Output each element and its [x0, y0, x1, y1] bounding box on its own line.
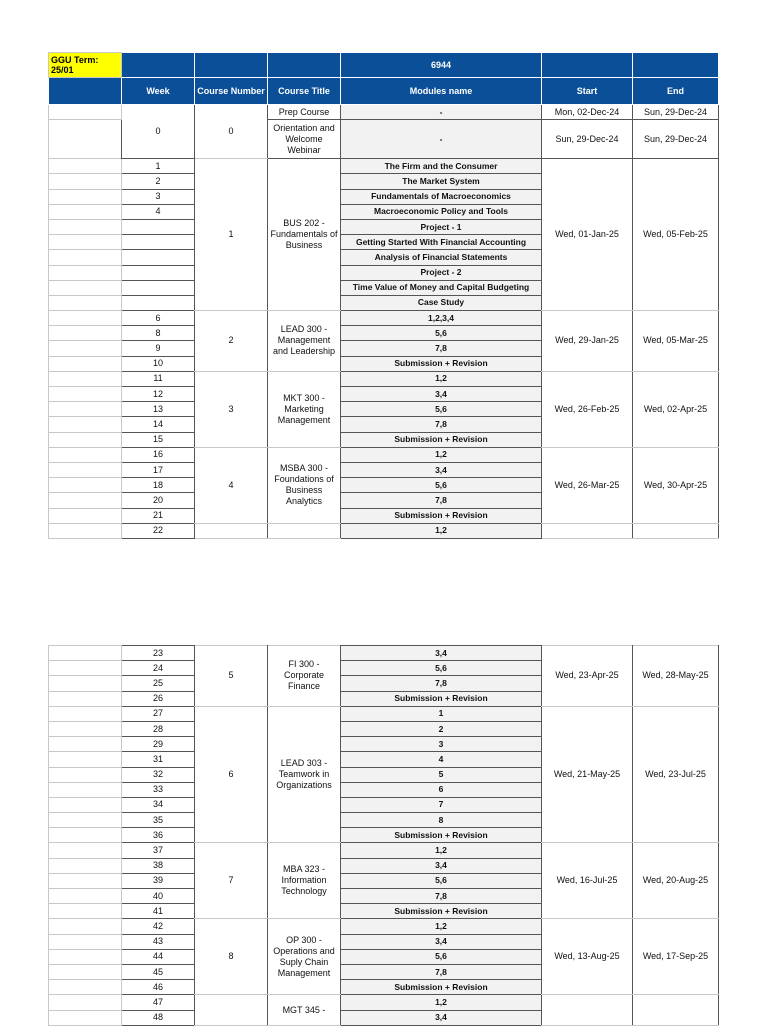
week-cell	[122, 250, 195, 265]
week-cell: 13	[122, 402, 195, 417]
start-date: Wed, 16-Jul-25	[542, 843, 633, 919]
blank-cell	[49, 159, 122, 174]
week-cell: 38	[122, 858, 195, 873]
blank-cell	[49, 265, 122, 280]
week-cell	[122, 235, 195, 250]
module-name: 3,4	[341, 858, 542, 873]
end-date: Wed, 05-Feb-25	[633, 159, 719, 311]
module-name: The Firm and the Consumer	[341, 159, 542, 174]
week-cell	[122, 265, 195, 280]
end-date	[633, 995, 719, 1025]
header-blank	[49, 78, 122, 105]
module-name: Fundamentals of Macroeconomics	[341, 189, 542, 204]
week-cell: 15	[122, 432, 195, 447]
module-name: -	[341, 105, 542, 120]
blank-cell	[49, 813, 122, 828]
week-cell: 12	[122, 387, 195, 402]
blank-cell	[49, 843, 122, 858]
course-number: 2	[195, 311, 268, 372]
week-cell: 16	[122, 447, 195, 462]
course-number: 4	[195, 447, 268, 523]
end-date	[633, 523, 719, 538]
program-code: 6944	[341, 53, 542, 78]
module-name: 1,2	[341, 523, 542, 538]
column-header: End	[633, 78, 719, 105]
column-header: Week	[122, 78, 195, 105]
blank-cell	[49, 873, 122, 888]
module-name: Time Value of Money and Capital Budgeting	[341, 280, 542, 295]
week-cell: 27	[122, 706, 195, 721]
course-title: LEAD 303 - Teamwork in Organizations	[268, 706, 341, 843]
header-blank	[195, 53, 268, 78]
blank-cell	[49, 478, 122, 493]
end-date: Wed, 02-Apr-25	[633, 371, 719, 447]
blank-cell	[49, 797, 122, 812]
module-name: 5,6	[341, 949, 542, 964]
blank-cell	[49, 311, 122, 326]
blank-cell	[49, 1010, 122, 1025]
blank-cell	[49, 417, 122, 432]
week-cell: 46	[122, 980, 195, 995]
module-name: 5,6	[341, 326, 542, 341]
start-date: Wed, 01-Jan-25	[542, 159, 633, 311]
course-number: 1	[195, 159, 268, 311]
module-name: Submission + Revision	[341, 691, 542, 706]
module-name: Submission + Revision	[341, 356, 542, 371]
week-cell: 45	[122, 964, 195, 979]
week-cell: 25	[122, 676, 195, 691]
blank-cell	[49, 858, 122, 873]
blank-cell	[49, 737, 122, 752]
week-cell: 23	[122, 646, 195, 661]
course-number: 0	[195, 105, 268, 159]
blank-cell	[49, 189, 122, 204]
module-name: 1	[341, 706, 542, 721]
column-header: Course Title	[268, 78, 341, 105]
start-date: Wed, 29-Jan-25	[542, 311, 633, 372]
week-cell: 33	[122, 782, 195, 797]
blank-cell	[49, 204, 122, 219]
module-name: Submission + Revision	[341, 828, 542, 843]
end-date: Wed, 05-Mar-25	[633, 311, 719, 372]
module-name: 5,6	[341, 402, 542, 417]
blank-cell	[49, 250, 122, 265]
week-cell: 9	[122, 341, 195, 356]
course-title: FI 300 - Corporate Finance	[268, 646, 341, 707]
module-name: Macroeconomic Policy and Tools	[341, 204, 542, 219]
course-title: Orientation and Welcome Webinar	[268, 120, 341, 159]
module-name: The Market System	[341, 174, 542, 189]
week-cell: 36	[122, 828, 195, 843]
blank-cell	[49, 661, 122, 676]
week-cell	[122, 295, 195, 310]
week-cell: 20	[122, 493, 195, 508]
start-date: Wed, 13-Aug-25	[542, 919, 633, 995]
week-cell	[122, 280, 195, 295]
end-date: Wed, 28-May-25	[633, 646, 719, 707]
week-cell: 0	[122, 105, 195, 159]
blank-cell	[49, 828, 122, 843]
module-name: 3,4	[341, 934, 542, 949]
end-date: Wed, 20-Aug-25	[633, 843, 719, 919]
blank-cell	[49, 219, 122, 234]
blank-cell	[49, 387, 122, 402]
blank-cell	[49, 676, 122, 691]
blank-cell	[49, 980, 122, 995]
column-header: Course Number	[195, 78, 268, 105]
end-date: Sun, 29-Dec-24	[633, 105, 719, 120]
start-date: Sun, 29-Dec-24	[542, 120, 633, 159]
module-name: 3,4	[341, 462, 542, 477]
schedule-table-bottom	[48, 645, 719, 1026]
course-title: LEAD 300 - Management and Leadership	[268, 311, 341, 372]
module-name: 3	[341, 737, 542, 752]
course-number: 7	[195, 843, 268, 919]
week-cell: 24	[122, 661, 195, 676]
end-date: Wed, 30-Apr-25	[633, 447, 719, 523]
module-name: Case Study	[341, 295, 542, 310]
blank-cell	[49, 235, 122, 250]
blank-cell	[49, 706, 122, 721]
blank-cell	[49, 105, 122, 120]
module-name: 7,8	[341, 341, 542, 356]
blank-cell	[49, 280, 122, 295]
blank-cell	[49, 341, 122, 356]
week-cell: 18	[122, 478, 195, 493]
module-name: 7,8	[341, 964, 542, 979]
week-cell: 44	[122, 949, 195, 964]
week-cell: 43	[122, 934, 195, 949]
week-cell: 2	[122, 174, 195, 189]
week-cell: 22	[122, 523, 195, 538]
blank-cell	[49, 462, 122, 477]
week-cell: 10	[122, 356, 195, 371]
blank-cell	[49, 523, 122, 538]
course-title: MBA 323 - Information Technology	[268, 843, 341, 919]
week-cell: 8	[122, 326, 195, 341]
blank-cell	[49, 120, 122, 159]
week-cell: 29	[122, 737, 195, 752]
module-name: 7,8	[341, 417, 542, 432]
module-name: 6	[341, 782, 542, 797]
blank-cell	[49, 691, 122, 706]
course-title: MKT 300 - Marketing Management	[268, 371, 341, 447]
week-cell: 6	[122, 311, 195, 326]
module-name: Getting Started With Financial Accounting	[341, 235, 542, 250]
week-cell: 37	[122, 843, 195, 858]
start-date: Wed, 26-Mar-25	[542, 447, 633, 523]
blank-cell	[49, 493, 122, 508]
start-date: Mon, 02-Dec-24	[542, 105, 633, 120]
week-cell: 21	[122, 508, 195, 523]
module-name: 7,8	[341, 676, 542, 691]
module-name: 7,8	[341, 493, 542, 508]
header-blank	[633, 53, 719, 78]
week-cell: 48	[122, 1010, 195, 1025]
schedule-table-top	[48, 52, 719, 539]
module-name: 8	[341, 813, 542, 828]
module-name: 7	[341, 797, 542, 812]
week-cell: 31	[122, 752, 195, 767]
header-blank	[268, 53, 341, 78]
module-name: 1,2	[341, 843, 542, 858]
module-name: -	[341, 120, 542, 159]
course-title: OP 300 - Operations and Suply Chain Management	[268, 919, 341, 995]
start-date	[542, 523, 633, 538]
start-date: Wed, 21-May-25	[542, 706, 633, 843]
blank-cell	[49, 782, 122, 797]
term-label: GGU Term: 25/01	[49, 53, 122, 78]
module-name: 1,2,3,4	[341, 311, 542, 326]
blank-cell	[49, 904, 122, 919]
blank-cell	[49, 919, 122, 934]
course-title	[268, 523, 341, 538]
end-date: Wed, 17-Sep-25	[633, 919, 719, 995]
blank-cell	[49, 432, 122, 447]
module-name: 5,6	[341, 661, 542, 676]
header-blank	[542, 53, 633, 78]
module-name: Project - 2	[341, 265, 542, 280]
week-cell: 41	[122, 904, 195, 919]
blank-cell	[49, 508, 122, 523]
week-cell: 3	[122, 189, 195, 204]
module-name: 3,4	[341, 646, 542, 661]
start-date: Wed, 26-Feb-25	[542, 371, 633, 447]
module-name: 7,8	[341, 889, 542, 904]
start-date	[542, 995, 633, 1025]
blank-cell	[49, 721, 122, 736]
week-cell: 35	[122, 813, 195, 828]
week-cell: 40	[122, 889, 195, 904]
module-name: Submission + Revision	[341, 432, 542, 447]
start-date: Wed, 23-Apr-25	[542, 646, 633, 707]
course-number: 5	[195, 646, 268, 707]
end-date: Sun, 29-Dec-24	[633, 120, 719, 159]
module-name: 1,2	[341, 995, 542, 1010]
column-header: Modules name	[341, 78, 542, 105]
module-name: 5,6	[341, 873, 542, 888]
module-name: Project - 1	[341, 219, 542, 234]
course-number: 3	[195, 371, 268, 447]
week-cell: 39	[122, 873, 195, 888]
blank-cell	[49, 995, 122, 1010]
week-cell: 1	[122, 159, 195, 174]
week-cell: 14	[122, 417, 195, 432]
end-date: Wed, 23-Jul-25	[633, 706, 719, 843]
blank-cell	[49, 174, 122, 189]
module-name: Submission + Revision	[341, 508, 542, 523]
blank-cell	[49, 767, 122, 782]
module-name: 5	[341, 767, 542, 782]
module-name: 1,2	[341, 447, 542, 462]
week-cell	[122, 219, 195, 234]
course-title: BUS 202 - Fundamentals of Business	[268, 159, 341, 311]
module-name: 3,4	[341, 1010, 542, 1025]
course-title: Prep Course	[268, 105, 341, 120]
blank-cell	[49, 371, 122, 386]
week-cell: 28	[122, 721, 195, 736]
module-name: Submission + Revision	[341, 904, 542, 919]
week-cell: 47	[122, 995, 195, 1010]
column-header: Start	[542, 78, 633, 105]
week-cell: 26	[122, 691, 195, 706]
module-name: Submission + Revision	[341, 980, 542, 995]
module-name: 1,2	[341, 371, 542, 386]
week-cell: 11	[122, 371, 195, 386]
module-name: 3,4	[341, 387, 542, 402]
course-number: 8	[195, 919, 268, 995]
blank-cell	[49, 295, 122, 310]
module-name: 2	[341, 721, 542, 736]
blank-cell	[49, 934, 122, 949]
blank-cell	[49, 949, 122, 964]
module-name: 5,6	[341, 478, 542, 493]
module-name: 1,2	[341, 919, 542, 934]
blank-cell	[49, 356, 122, 371]
blank-cell	[49, 752, 122, 767]
course-title: MSBA 300 - Foundations of Business Analytics	[268, 447, 341, 523]
blank-cell	[49, 326, 122, 341]
week-cell: 4	[122, 204, 195, 219]
blank-cell	[49, 402, 122, 417]
blank-cell	[49, 447, 122, 462]
course-number: 6	[195, 706, 268, 843]
course-title: MGT 345 -	[268, 995, 341, 1025]
week-cell: 34	[122, 797, 195, 812]
module-name: 4	[341, 752, 542, 767]
blank-cell	[49, 964, 122, 979]
week-cell: 17	[122, 462, 195, 477]
week-cell: 42	[122, 919, 195, 934]
module-name: Analysis of Financial Statements	[341, 250, 542, 265]
course-number	[195, 523, 268, 538]
week-cell: 32	[122, 767, 195, 782]
course-number	[195, 995, 268, 1025]
blank-cell	[49, 646, 122, 661]
header-blank	[122, 53, 195, 78]
blank-cell	[49, 889, 122, 904]
